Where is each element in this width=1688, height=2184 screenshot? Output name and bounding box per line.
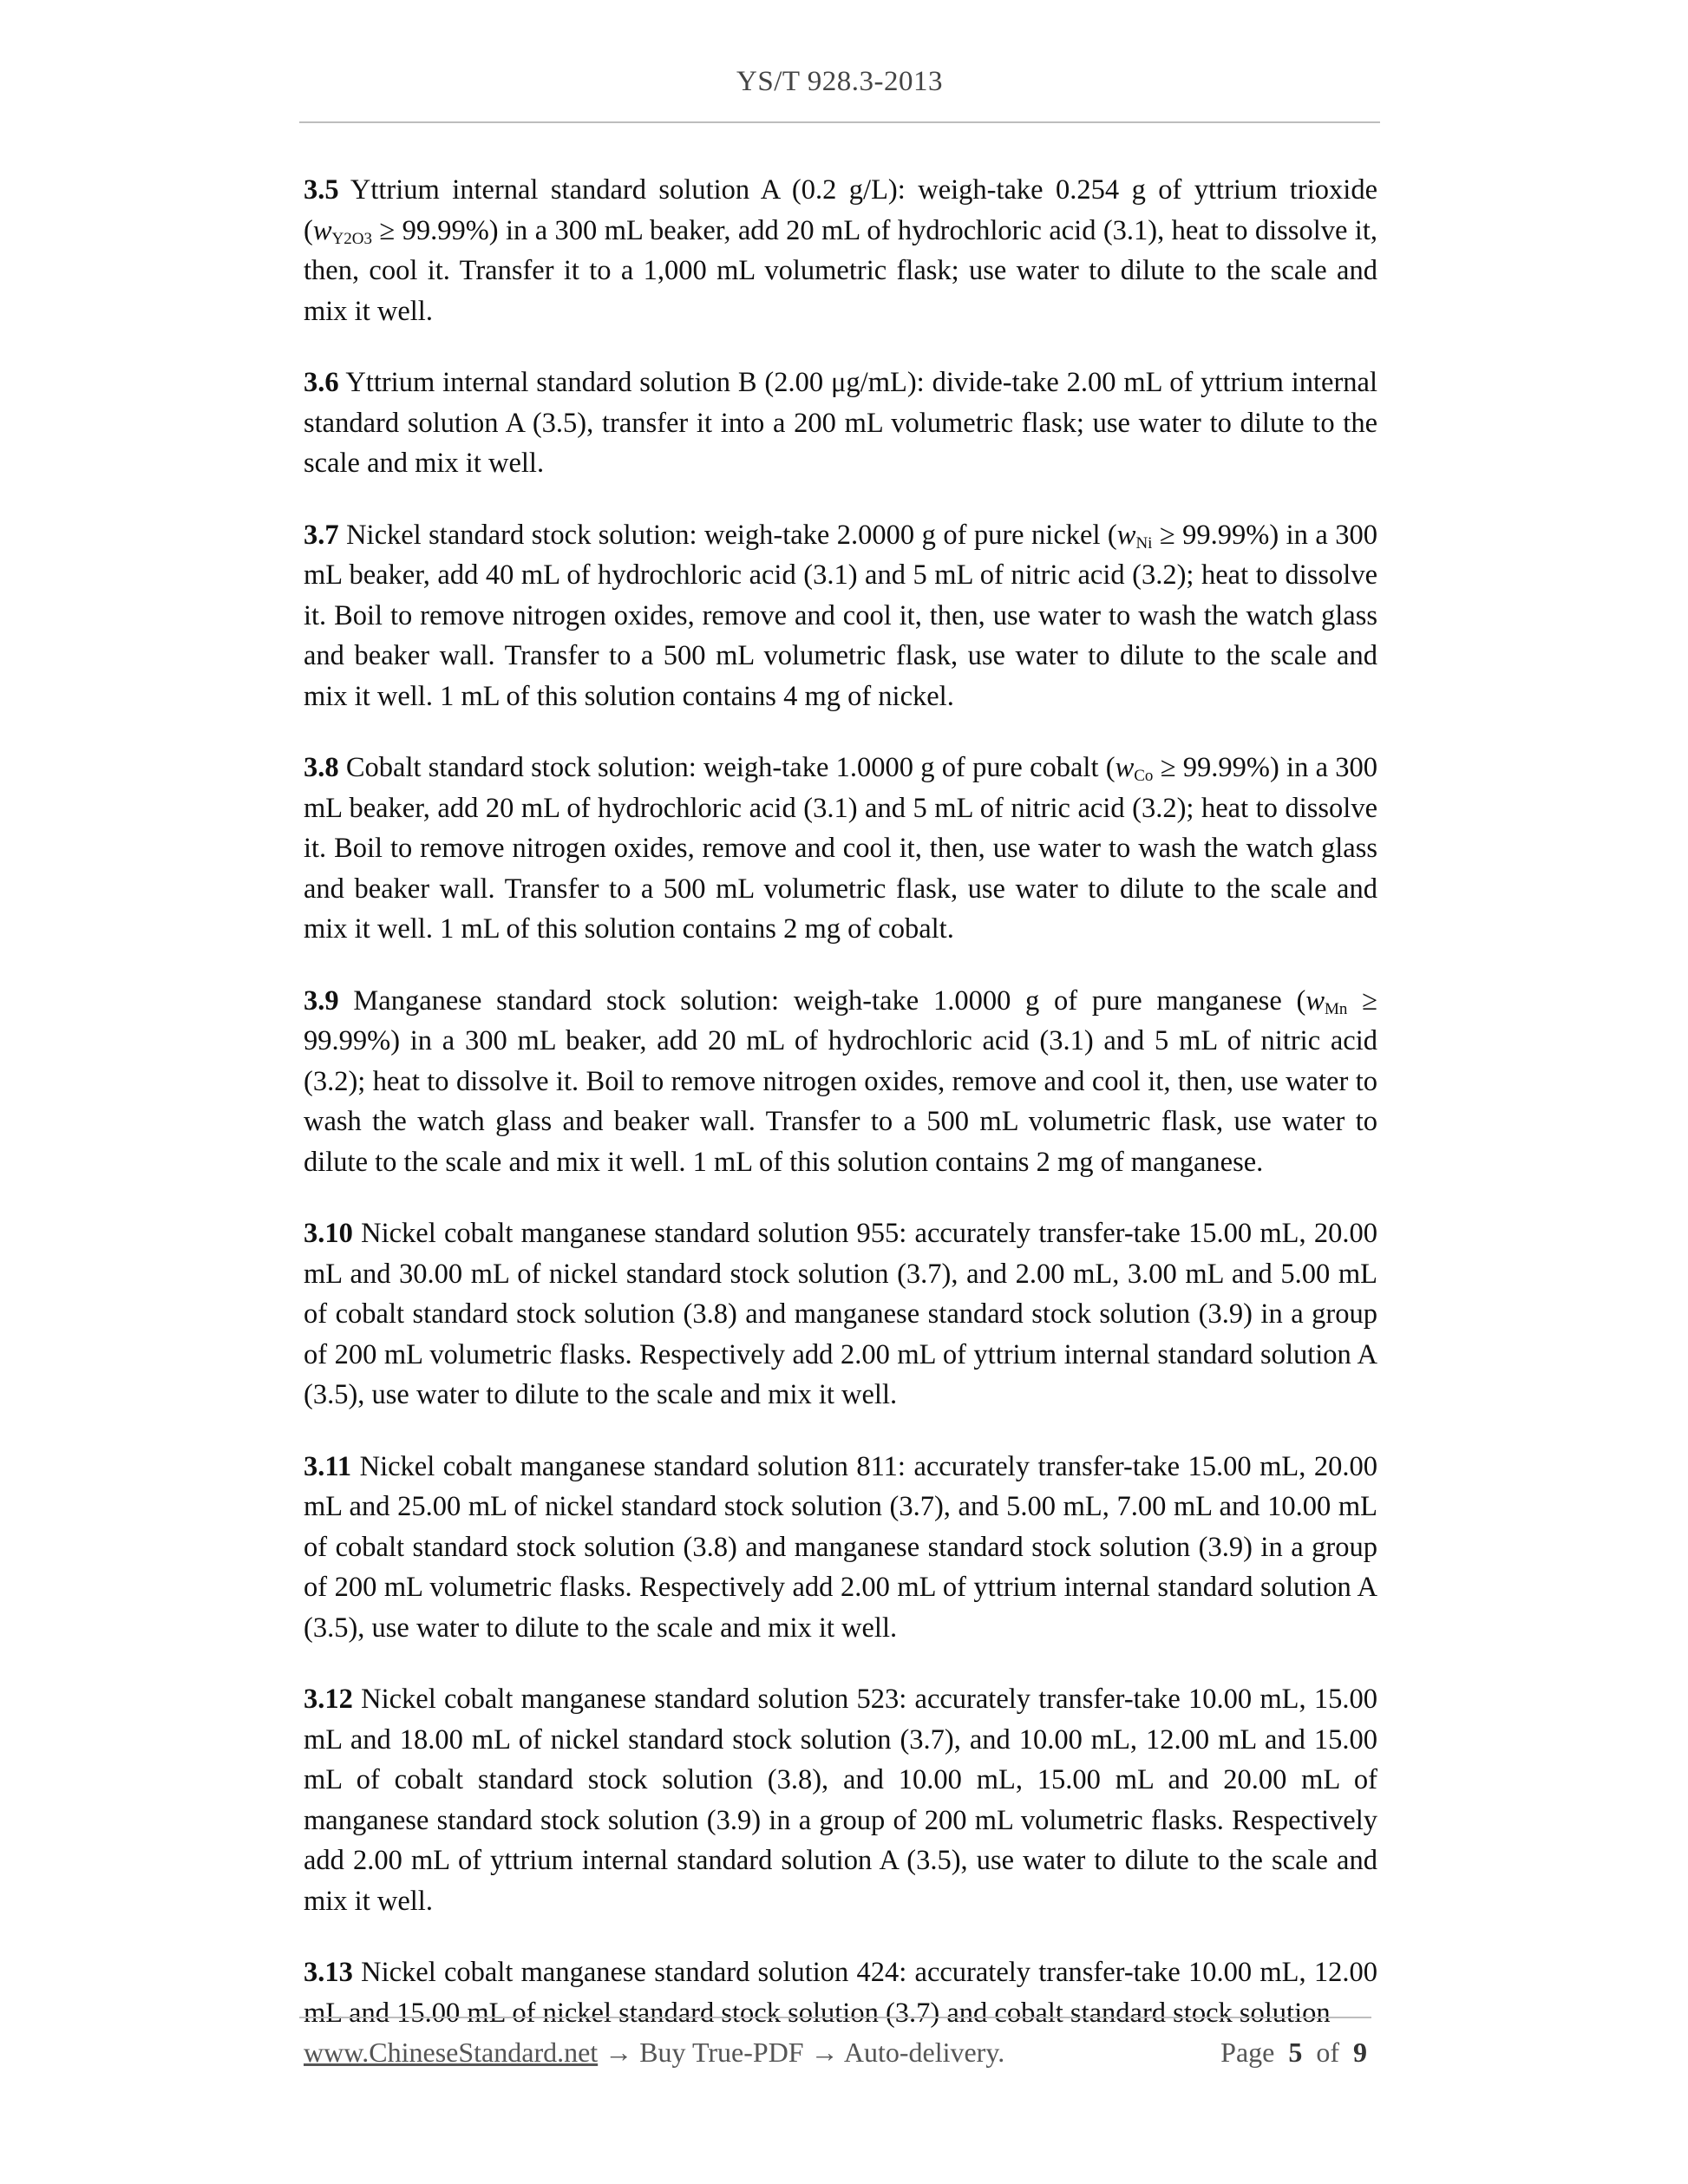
of-label: of: [1316, 2037, 1339, 2068]
section-text: Cobalt standard stock solution: weigh-take 1.0000 g of pure cobalt (: [345, 752, 1116, 783]
section-3-13: [304, 1952, 1377, 2033]
section-text: Nickel cobalt manganese standard solution 424: accurately transfer-take 10.00 mL, 12.00 mL and 15.00 mL of nickel standard stock solution (3.7) and cobalt standard stock solution: [304, 1957, 1378, 2029]
mass-fraction-symbol: w: [1115, 752, 1135, 783]
total-pages-number: 9: [1353, 2037, 1367, 2068]
section-text: Yttrium internal standard solution A (0.2 g/L): weigh-take 0.254 g of yttrium trioxide (: [304, 174, 1377, 246]
mass-fraction-subscript: Y2O3: [331, 229, 372, 248]
section-number: 3.10: [304, 1218, 353, 1249]
section-3-5: [304, 170, 1377, 331]
section-text: Nickel cobalt manganese standard solution 955: accurately transfer-take 15.00 mL, 20.00 mL and 30.00 mL of nickel standard stock solution (3.7), and 2.00 mL, 3.00 mL and 5.00 mL of cobalt standard stock solution (3.8) and manganese standard stock solution (3.9) in a group of 200 mL volumetric flasks. Respectively add 2.00 mL of yttrium internal standard solution A (3.5), use water to dilute to the scale and mix it well.: [304, 1218, 1378, 1410]
mass-fraction-subscript: Co: [1134, 767, 1154, 785]
document-body: [304, 170, 1377, 2064]
section-3-9: [304, 981, 1377, 1183]
section-number: 3.13: [304, 1957, 353, 1988]
section-text-cont: ≥ 99.99%) in a 300 mL beaker, add 20 mL of hydrochloric acid (3.1) and 5 mL of nitric acid (3.2); heat to dissolve it. Boil to remove nitrogen oxides, remove and cool it, then, use water to wash the watch glass and beaker wall. Transfer to a 500 mL volumetric flask, use water to dilute to the scale and mix it well. 1 mL of this solution contains 2 mg of manganese.: [304, 984, 1377, 1178]
page-label: Page: [1220, 2037, 1275, 2068]
section-text: Nickel standard stock solution: weigh-take 2.0000 g of pure nickel (: [346, 519, 1117, 551]
mass-fraction-symbol: w: [1305, 984, 1325, 1017]
section-text: Yttrium internal standard solution B (2.00 μg/mL): divide-take 2.00 mL of yttrium internal standard solution A (3.5), transfer it into a 200 mL volumetric flask; use water to dilute to the scale and mix it well.: [304, 367, 1377, 479]
section-number: 3.9: [304, 984, 339, 1017]
page-header: YS/T 928.3-2013: [736, 66, 943, 97]
section-number: 3.6: [304, 367, 339, 398]
mass-fraction-symbol: w: [312, 214, 332, 246]
section-3-12: [304, 1679, 1377, 1921]
section-3-11: [304, 1447, 1377, 1649]
section-text-cont: ≥ 99.99%) in a 300 mL beaker, add 40 mL of hydrochloric acid (3.1) and 5 mL of nitric acid (3.2); heat to dissolve it. Boil to remove nitrogen oxides, remove and cool it, then, use water to wash the watch glass and beaker wall. Transfer to a 500 mL volumetric flask, use water to dilute to the scale and mix it well. 1 mL of this solution contains 4 mg of nickel.: [304, 519, 1378, 712]
website-link[interactable]: www.ChineseStandard.net: [304, 2037, 599, 2068]
section-text: Nickel cobalt manganese standard solution 811: accurately transfer-take 15.00 mL, 20.00 mL and 25.00 mL of nickel standard stock solution (3.7), and 5.00 mL, 7.00 mL and 10.00 mL of cobalt standard stock solution (3.8) and manganese standard stock solution (3.9) in a group of 200 mL volumetric flasks. Respectively add 2.00 mL of yttrium internal standard solution A (3.5), use water to dilute to the scale and mix it well.: [304, 1450, 1378, 1644]
mass-fraction-subscript: Mn: [1325, 999, 1348, 1018]
section-3-7: [304, 515, 1377, 717]
footer-tagline: → Buy True-PDF → Auto-delivery.: [598, 2037, 1005, 2068]
footer-promo: [304, 2037, 1004, 2069]
header-divider: [299, 121, 1380, 123]
page-counter: [1220, 2037, 1367, 2069]
section-number: 3.7: [304, 519, 339, 551]
section-number: 3.5: [304, 174, 339, 206]
section-text: Nickel cobalt manganese standard solution 523: accurately transfer-take 10.00 mL, 15.00 mL and 18.00 mL of nickel standard stock solution (3.7), and 10.00 mL, 12.00 mL and 15.00 mL of cobalt standard stock solution (3.8), and 10.00 mL, 15.00 mL and 20.00 mL of manganese standard stock solution (3.9) in a group of 200 mL volumetric flasks. Respectively add 2.00 mL of yttrium internal standard solution A (3.5), use water to dilute to the scale and mix it well.: [304, 1684, 1378, 1917]
section-text: Manganese standard stock solution: weigh-take 1.0000 g of pure manganese (: [353, 984, 1306, 1017]
section-3-8: [304, 748, 1377, 950]
section-number: 3.11: [304, 1450, 352, 1482]
mass-fraction-subscript: Ni: [1135, 533, 1153, 553]
section-3-6: [304, 363, 1377, 484]
current-page-number: 5: [1288, 2037, 1303, 2068]
mass-fraction-symbol: w: [1116, 519, 1136, 551]
footer-divider: [299, 2017, 1371, 2018]
section-3-10: [304, 1213, 1377, 1416]
section-number: 3.12: [304, 1684, 353, 1715]
section-number: 3.8: [304, 752, 339, 783]
section-text-cont: ≥ 99.99%) in a 300 mL beaker, add 20 mL of hydrochloric acid (3.1) and 5 mL of nitric acid (3.2); heat to dissolve it. Boil to remove nitrogen oxides, remove and cool it, then, use water to wash the watch glass and beaker wall. Transfer to a 500 mL volumetric flask, use water to dilute to the scale and mix it well. 1 mL of this solution contains 2 mg of cobalt.: [304, 752, 1377, 945]
section-text-cont: ≥ 99.99%) in a 300 mL beaker, add 20 mL of hydrochloric acid (3.1), heat to dissolve it, then, cool it. Transfer it to a 1,000 mL volumetric flask; use water to dilute to the scale and mix it well.: [304, 214, 1377, 327]
